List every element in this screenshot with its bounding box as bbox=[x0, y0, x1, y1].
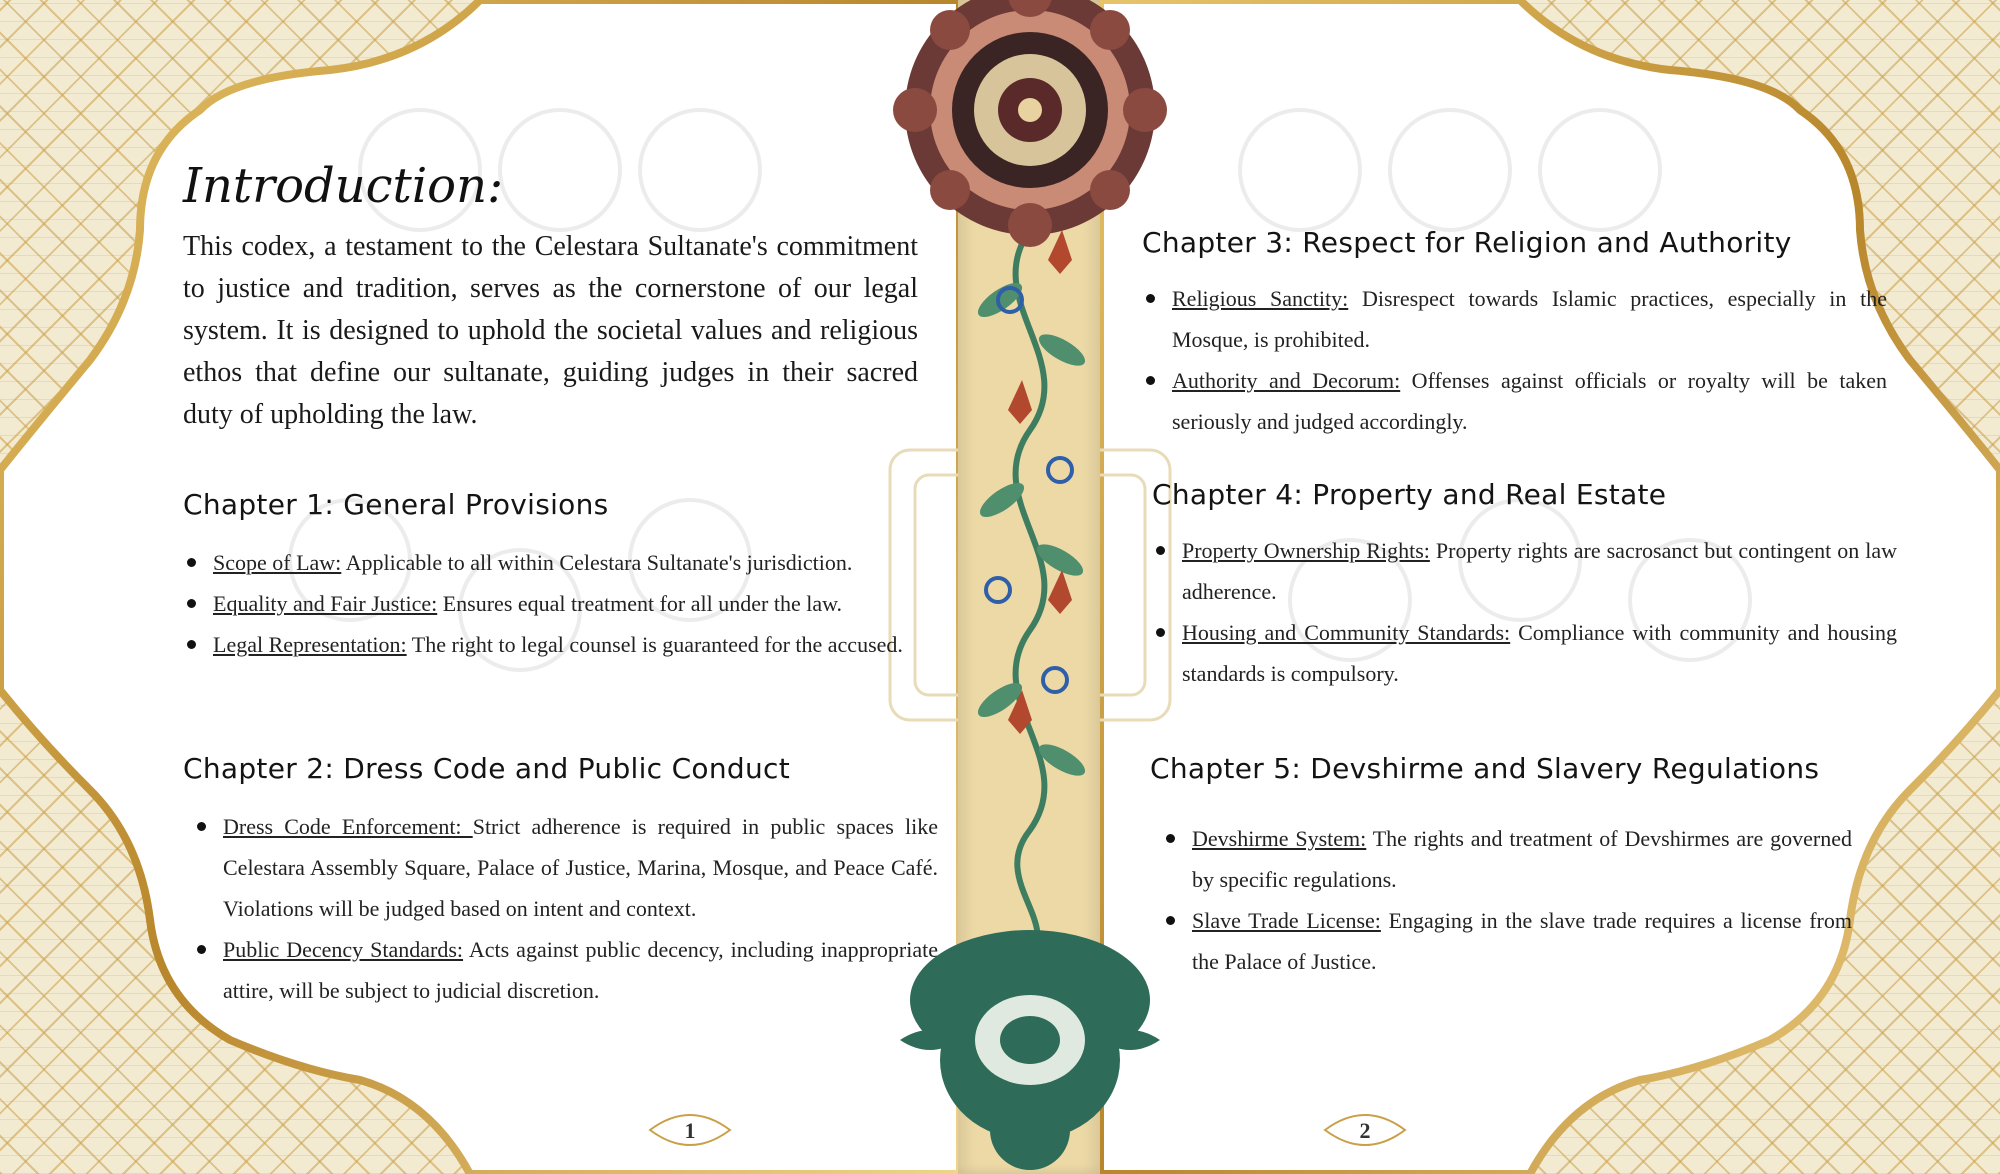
list-item bbox=[1152, 612, 1897, 694]
vine-flowers bbox=[986, 230, 1072, 734]
list-item bbox=[183, 624, 928, 665]
rule-term: Housing and Community Standards: bbox=[1182, 620, 1511, 645]
rule-text: Offenses against officials or royalty will be taken seriously and judged accordingly. bbox=[1172, 368, 1887, 434]
rule-text: Compliance with community and housing standards is compulsory. bbox=[1182, 620, 1898, 686]
rule-text: Applicable to all within Celestara Sultanate's jurisdiction. bbox=[341, 550, 853, 575]
list-item bbox=[183, 583, 928, 624]
chapter-3-rules bbox=[1142, 278, 1887, 442]
chapter-2-rules bbox=[193, 806, 938, 1011]
list-item bbox=[1142, 360, 1887, 442]
right-page bbox=[1100, 0, 2000, 1174]
page-number: 1 bbox=[684, 1118, 696, 1143]
chapter-1-rules bbox=[183, 542, 928, 665]
chapter-5-rules bbox=[1162, 818, 1852, 982]
rule-text: Disrespect towards Islamic practices, especially in the Mosque, is prohibited. bbox=[1172, 286, 1887, 352]
list-item bbox=[1142, 278, 1887, 360]
rule-term: Legal Representation: bbox=[213, 632, 407, 657]
rule-term: Authority and Decorum: bbox=[1172, 368, 1401, 393]
list-item bbox=[193, 929, 938, 1011]
rule-text: Property rights are sacrosanct but contingent on law adherence. bbox=[1182, 538, 1897, 604]
chapter-2-title: Chapter 2: Dress Code and Public Conduct bbox=[183, 752, 790, 785]
rule-text: Acts against public decency, including inappropriate attire, will be subject to judicial discretion. bbox=[223, 937, 938, 1003]
rule-term: Religious Sanctity: bbox=[1172, 286, 1349, 311]
rule-term: Dress Code Enforcement: bbox=[223, 814, 473, 839]
list-item bbox=[193, 806, 938, 929]
rule-text: The right to legal counsel is guaranteed for the accused. bbox=[406, 632, 903, 657]
list-item bbox=[183, 542, 928, 583]
list-item bbox=[1162, 818, 1852, 900]
chapter-5-title: Chapter 5: Devshirme and Slavery Regulations bbox=[1150, 752, 1820, 785]
rule-text: Strict adherence is required in public spaces like Celestara Assembly Square, Palace of Justice, Marina, Mosque, and Peace Café. Violations will be judged based on intent and context. bbox=[223, 814, 938, 921]
rule-text: The rights and treatment of Devshirmes are governed by specific regulations. bbox=[1192, 826, 1852, 892]
left-page bbox=[0, 0, 960, 1174]
rule-term: Devshirme System: bbox=[1192, 826, 1367, 851]
chapter-3-title: Chapter 3: Respect for Religion and Authority bbox=[1142, 226, 1792, 259]
chapter-1-title: Chapter 1: General Provisions bbox=[183, 488, 609, 521]
intro-title: Introduction: bbox=[183, 158, 504, 214]
rule-term: Property Ownership Rights: bbox=[1182, 538, 1430, 563]
chapter-4-rules bbox=[1152, 530, 1897, 694]
rule-term: Equality and Fair Justice: bbox=[213, 591, 438, 616]
list-item bbox=[1152, 530, 1897, 612]
rule-text: Engaging in the slave trade requires a license from the Palace of Justice. bbox=[1192, 908, 1852, 974]
page-number: 2 bbox=[1359, 1118, 1371, 1143]
rule-text: Ensures equal treatment for all under the law. bbox=[437, 591, 843, 616]
intro-text: This codex, a testament to the Celestara Sultanate's commitment to justice and tradition, serves as the cornerstone of our legal system. It is designed to uphold the societal values and religious ethos that define our sultanate, guiding judges in their sacred duty of upholding the law. bbox=[183, 231, 918, 430]
rule-term: Slave Trade License: bbox=[1192, 908, 1381, 933]
chapter-4-title: Chapter 4: Property and Real Estate bbox=[1152, 478, 1667, 511]
list-item bbox=[1162, 900, 1852, 982]
rule-term: Public Decency Standards: bbox=[223, 937, 464, 962]
rule-term: Scope of Law: bbox=[213, 550, 342, 575]
